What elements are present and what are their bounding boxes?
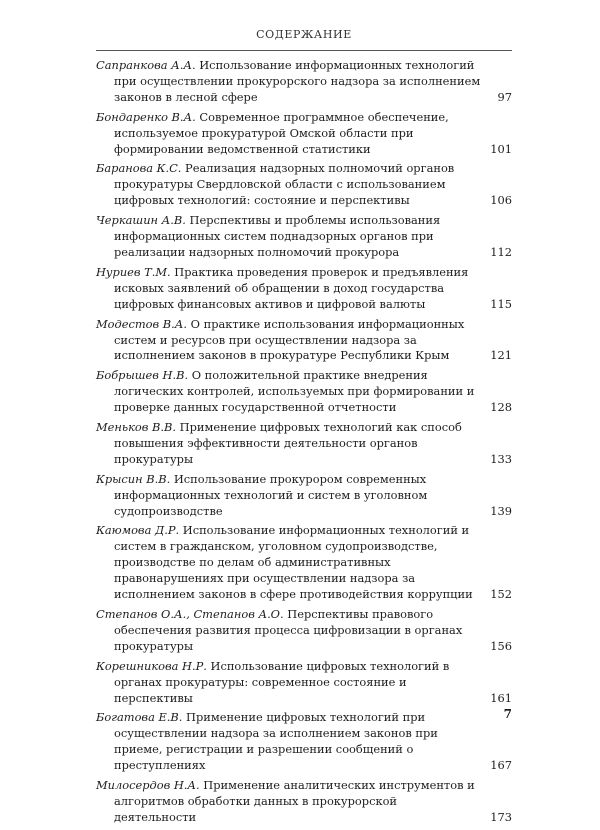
toc-entry-author: Бобрышев Н.В. [96,368,189,383]
toc-entry-page: 115 [490,296,512,311]
toc-entry-title: Использование информационных технологий при осуществлении прокурорского надзора за исполнением законов в лесной сфере [114,58,481,104]
toc-entry-page: 139 [490,503,512,518]
toc-entry[interactable] [96,368,512,416]
toc-entry-page: 101 [490,141,512,156]
toc-entry-text [96,161,482,209]
toc-entry-title: О практике использования информационных систем и ресурсов при осуществлении надзора за исполнением законов в прокуратуре Республики Крым [114,316,465,363]
toc-entry[interactable] [96,265,512,313]
toc-entry[interactable] [96,110,512,158]
toc-entry-text [96,659,482,707]
toc-entry-title: Перспективы правового обеспечения развития процесса цифровизации в органах прокуратуры [114,607,463,653]
toc-entry-author: Баранова К.С. [96,161,182,176]
toc-entry-author: Модестов В.А. [96,316,188,331]
toc-entry[interactable] [96,420,512,468]
toc-entry-text [96,420,482,468]
toc-entry[interactable] [96,523,512,603]
toc-entry-title: Применение аналитических инструментов и алгоритмов обработки данных в прокурорской деятельности [114,778,475,824]
toc-entry-page: 128 [490,400,512,415]
toc-entry-title: Практика проведения проверок и предъявления исковых заявлений об обращении в доход государства цифровых финансовых активов и цифровой валюты [114,264,469,311]
toc-entry-title: Перспективы и проблемы использования информационных систем поднадзорных органов при реализации надзорных полномочий прокурора [114,213,441,259]
toc-entry[interactable] [96,472,512,520]
toc-entry-author: Милосердов Н.А. [96,778,200,793]
toc-entry[interactable] [96,607,512,655]
toc-entry-text [96,778,482,826]
toc-entry-text [96,607,482,655]
toc-entry-author: Сапранкова А.А. [96,58,196,72]
toc-entry[interactable] [96,213,512,261]
toc-entry[interactable] [96,317,512,365]
toc-entry[interactable] [96,710,512,774]
toc-entry-text [96,472,482,520]
toc-entry-text [96,523,482,603]
toc-entry-text [96,58,482,106]
toc-entry-author: Степанов О.А., Степанов А.О. [96,607,284,621]
toc-entry-text [96,317,482,365]
toc-entry[interactable] [96,58,512,106]
toc-entry-page: 167 [490,758,512,773]
toc-entry-page: 112 [490,244,512,259]
toc-entry-author: Бондаренко В.А. [96,109,196,124]
toc-entry-title: Применение цифровых технологий при осуществлении надзора за исполнением законов при приеме, регистрации и разрешении сообщений о преступлениях [114,710,438,773]
toc-entry-page: 133 [490,451,512,466]
toc-entry[interactable] [96,659,512,707]
toc-entry-author: Крысин В.В. [96,471,171,486]
toc-entry[interactable] [96,778,512,826]
table-of-contents [96,58,512,830]
toc-entry-page: 121 [490,348,512,363]
toc-entry-title: Современное программное обеспечение, используемое прокуратурой Омской области при формировании ведомственной статистики [114,109,449,156]
toc-entry-page: 152 [490,587,512,602]
toc-entry-author: Нуриев Т.М. [96,264,171,279]
toc-entry-page: 161 [490,690,512,705]
toc-entry-title: О положительной практике внедрения логических контролей, используемых при формировании и проверке данных государственной отчетности [114,368,475,415]
toc-entry-text [96,213,482,261]
toc-entry-page: 97 [497,89,512,104]
toc-entry-author: Каюмова Д.Р. [96,523,180,538]
toc-entry-page: 156 [490,638,512,653]
toc-entry-title: Применение цифровых технологий как способ повышения эффективности деятельности органов прокуратуры [114,420,462,466]
toc-entry-text [96,265,482,313]
toc-entry-text [96,710,482,774]
toc-entry-title: Использование прокурором современных информационных технологий и систем в уголовном судопроизводстве [114,471,428,518]
toc-entry-author: Черкашин А.В. [96,213,186,228]
toc-entry[interactable] [96,161,512,209]
toc-entry-author: Богатова Е.В. [96,710,183,725]
header-rule [96,50,512,51]
toc-entry-author: Меньков В.В. [96,420,177,435]
toc-entry-title: Использование информационных технологий и систем в гражданском, уголовном судопроизводстве, производстве по делам об административных правонарушениях при осуществлении надзора за исполнением законов в сфере противодействия коррупции [114,523,473,602]
toc-entry-title: Использование цифровых технологий в органах прокуратуры: современное состояние и перспективы [114,658,450,705]
toc-entry-page: 106 [490,193,512,208]
page-header: СОДЕРЖАНИЕ [256,28,352,41]
toc-entry-text [96,110,482,158]
toc-entry-page: 173 [490,809,512,824]
toc-entry-author: Корешникова Н.Р. [96,658,207,673]
toc-entry-title: Реализация надзорных полномочий органов прокуратуры Свердловской области с использованием цифровых технологий: состояние и перспективы [114,161,455,208]
page-number: 7 [503,707,512,721]
toc-entry-text [96,368,482,416]
